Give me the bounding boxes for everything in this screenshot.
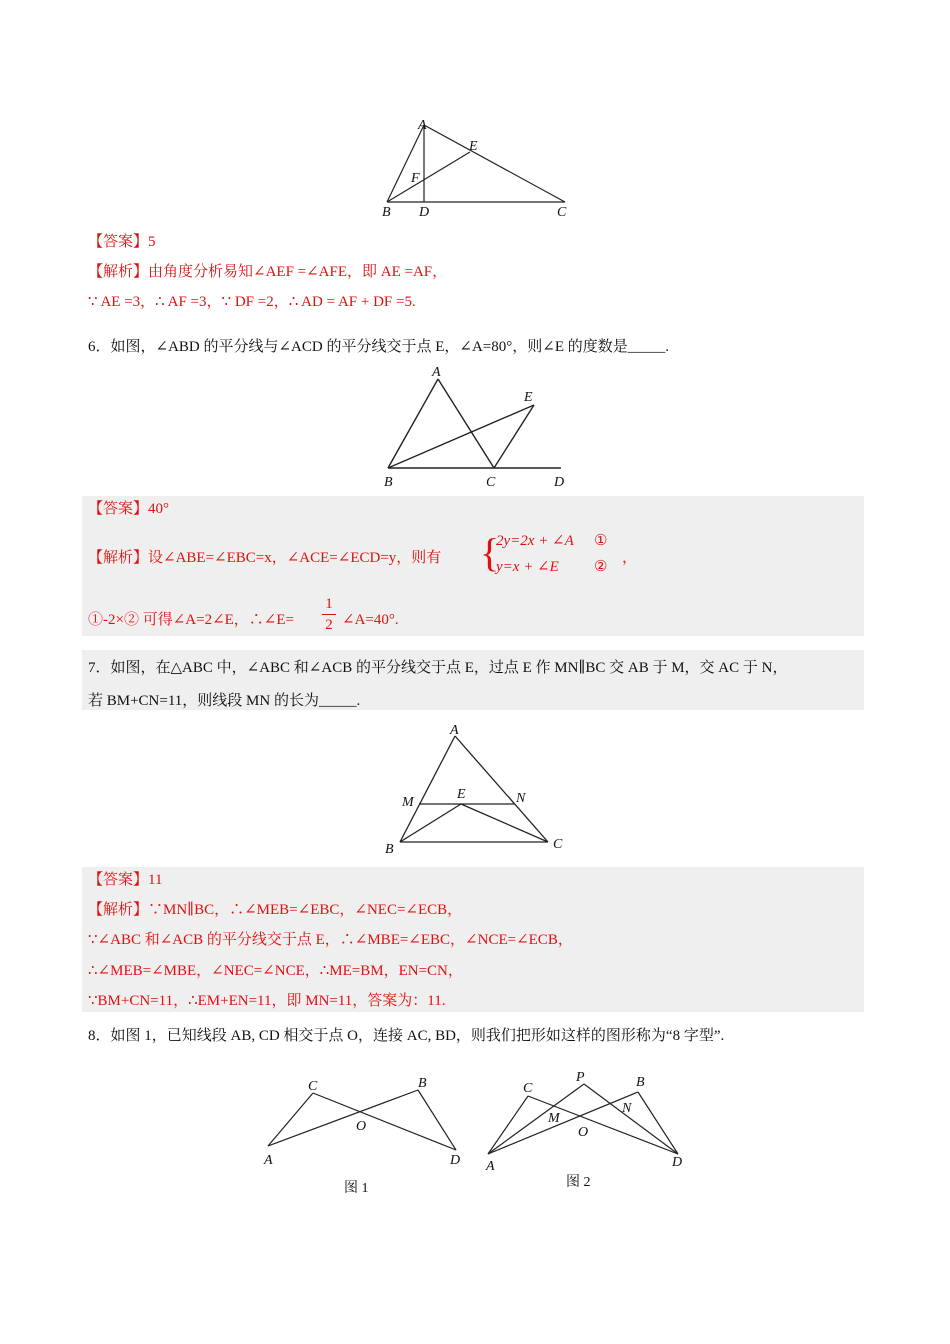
q6-label-d: D	[554, 475, 565, 490]
q8-fig2-label-p: P	[576, 1070, 585, 1085]
q8-figure-1	[258, 1068, 468, 1200]
q8-fig1-label-o: O	[356, 1119, 367, 1134]
q6-figure	[378, 362, 578, 492]
q8-fig1-label-a: A	[264, 1153, 273, 1168]
q6-frac-den: 2	[325, 617, 333, 633]
q8-fig2-label-c: C	[523, 1081, 533, 1096]
q7-analysis-line3: ∴∠MEB=∠MBE，∠NEC=∠NCE，∴ME=BM，EN=CN，	[88, 963, 463, 979]
q8-figure-2	[478, 1066, 698, 1198]
q8-fig2-label-b: B	[636, 1075, 645, 1090]
q6-eq-suffix: ，	[622, 550, 638, 566]
q7-answer: 【答案】11	[88, 872, 163, 888]
q8-question: 8．如图 1，已知线段 AB, CD 相交于点 O，连接 AC, BD，则我们把形如这样的图形称为“8 字型”.	[88, 1028, 725, 1044]
q8-fig2-label-n: N	[622, 1101, 632, 1116]
q7-analysis-line2: ∵∠ABC 和∠ACB 的平分线交于点 E，∴∠MBE=∠EBC，∠NCE=∠ECB，	[88, 932, 573, 948]
q6-analysis-line2-left: ①-2×② 可得∠A=2∠E，∴∠E=	[88, 612, 294, 628]
q8-fig2-label-d: D	[672, 1155, 683, 1170]
q5-answer: 【答案】5	[88, 234, 156, 250]
q7-label-a: A	[450, 723, 459, 738]
q6-analysis-line2-right: ∠A=40°.	[342, 612, 399, 628]
q7-label-n: N	[516, 791, 526, 806]
q7-label-b: B	[385, 842, 394, 857]
q5-figure	[375, 112, 575, 224]
q6-eq2: y=x + ∠E	[496, 559, 559, 575]
q7-label-m: M	[402, 795, 414, 810]
q6-question: 6．如图，∠ABD 的平分线与∠ACD 的平分线交于点 E，∠A=80°，则∠E 的度数是_____.	[88, 339, 669, 355]
q5-analysis-line2: ∵ AE =3，∴ AF =3，∵ DF =2，∴ AD = AF + DF =5.	[88, 294, 416, 310]
q6-eq1: 2y=2x + ∠A	[496, 533, 574, 549]
q6-analysis-prefix: 【解析】设∠ABE=∠EBC=x，∠ACE=∠ECD=y，则有	[88, 550, 442, 566]
q8-fig2-caption: 图 2	[566, 1175, 591, 1190]
q7-label-e: E	[457, 787, 466, 802]
q5-label-f: F	[411, 171, 420, 186]
q5-label-d: D	[419, 205, 430, 220]
q6-eq2-num: ②	[594, 559, 608, 575]
q8-fig2-label-m: M	[548, 1111, 560, 1126]
q8-fig1-label-c: C	[308, 1079, 318, 1094]
q7-label-c: C	[553, 837, 563, 852]
q5-analysis-line1: 【解析】由角度分析易知∠AEF =∠AFE，即 AE =AF，	[88, 264, 448, 280]
q7-question-line2: 若 BM+CN=11，则线段 MN 的长为_____.	[88, 693, 361, 709]
q7-question-line1: 7．如图，在△ABC 中，∠ABC 和∠ACB 的平分线交于点 E，过点 E 作 MN∥BC 交 AB 于 M，交 AC 于 N，	[88, 660, 788, 676]
q8-fig1-caption: 图 1	[344, 1181, 369, 1196]
q5-label-c: C	[557, 205, 567, 220]
q6-frac-num: 1	[325, 596, 333, 612]
q5-label-b: B	[382, 205, 391, 220]
q8-fig2-label-o: O	[578, 1125, 589, 1140]
q7-analysis-line1: 【解析】∵MN∥BC，∴∠MEB=∠EBC，∠NEC=∠ECB，	[88, 902, 463, 918]
q5-label-e: E	[469, 139, 478, 154]
q8-fig1-label-d: D	[450, 1153, 461, 1168]
q8-fig2-label-a: A	[486, 1159, 495, 1174]
q6-label-a: A	[432, 365, 441, 380]
q6-brace: {	[480, 530, 500, 575]
q7-figure	[380, 718, 580, 860]
q5-label-a: A	[418, 118, 427, 133]
q6-label-c: C	[486, 475, 496, 490]
q6-label-b: B	[384, 475, 393, 490]
q6-answer: 【答案】40°	[88, 501, 169, 517]
q7-analysis-line4: ∵BM+CN=11，∴EM+EN=11，即 MN=11，答案为：11.	[88, 993, 446, 1009]
q8-fig1-label-b: B	[418, 1076, 427, 1091]
q6-eq1-num: ①	[594, 533, 608, 549]
q6-label-e: E	[524, 390, 533, 405]
q6-frac-bar	[322, 614, 336, 615]
